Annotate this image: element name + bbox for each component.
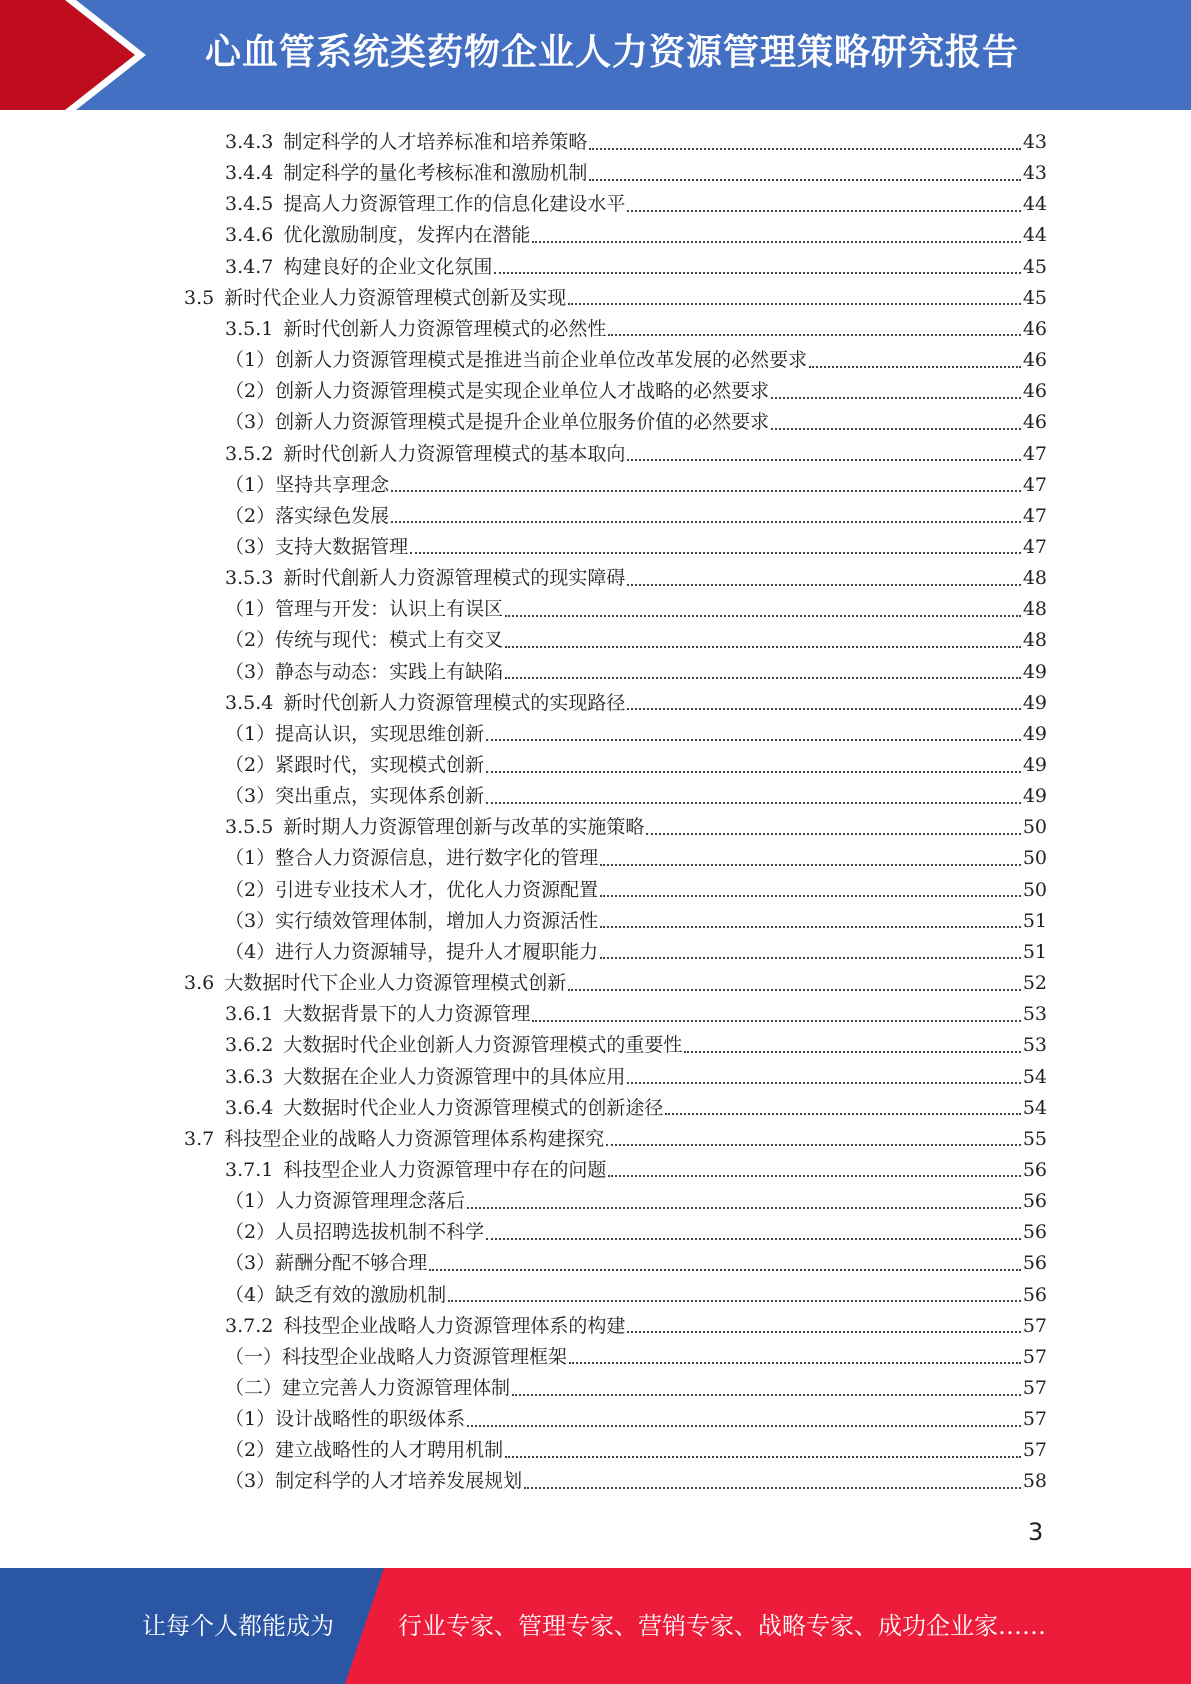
toc-entry-number: 3.7.1 (225, 1158, 274, 1181)
toc-entry-page: 49 (1022, 785, 1047, 808)
toc-entry-page: 54 (1022, 1096, 1047, 1119)
toc-entry-number: 3.7.2 (225, 1314, 274, 1337)
toc-entry[interactable] (225, 625, 1047, 656)
toc-entry[interactable] (225, 501, 1047, 532)
toc-entry-label: （3）实行绩效管理体制，增加人力资源活性 (225, 909, 599, 932)
toc-dot-leader (505, 677, 1021, 679)
toc-dot-leader (429, 1269, 1021, 1271)
toc-dot-leader (600, 895, 1021, 897)
toc-entry[interactable] (225, 1186, 1047, 1217)
toc-entry-label: 大数据在企业人力资源管理中的具体应用 (283, 1065, 626, 1088)
toc-entry-label: （3）创新人力资源管理模式是提升企业单位服务价值的必然要求 (225, 411, 770, 434)
toc-entry[interactable] (225, 314, 1047, 345)
toc-entry[interactable] (225, 750, 1047, 781)
toc-dot-leader (589, 148, 1020, 150)
page-header (0, 0, 1191, 110)
toc-entry-label: （1）整合人力资源信息，进行数字化的管理 (225, 847, 599, 870)
toc-entry[interactable] (225, 1466, 1047, 1497)
toc-entry-page: 46 (1022, 380, 1047, 403)
toc-entry[interactable] (225, 875, 1047, 906)
toc-dot-leader (627, 1331, 1020, 1333)
toc-entry-label: 新时代创新人力资源管理模式的必然性 (283, 317, 607, 340)
toc-entry-page: 57 (1022, 1439, 1047, 1462)
toc-entry[interactable] (225, 1280, 1047, 1311)
toc-dot-leader (532, 1020, 1020, 1022)
toc-entry-label: 制定科学的量化考核标准和激励机制 (283, 162, 588, 185)
toc-entry[interactable] (225, 937, 1047, 968)
toc-entry-page: 50 (1022, 816, 1047, 839)
toc-entry[interactable] (225, 470, 1047, 501)
toc-dot-leader (410, 552, 1021, 554)
toc-entry-number: 3.5.2 (225, 442, 274, 465)
toc-dot-leader (600, 864, 1021, 866)
toc-entry-number: 3.6.3 (225, 1065, 274, 1088)
toc-dot-leader (809, 366, 1021, 368)
toc-entry-label: 新时代創新人力资源管理模式的现实障碍 (283, 567, 626, 590)
toc-entry-page: 51 (1022, 940, 1047, 963)
toc-entry-label: 提高人力资源管理工作的信息化建设水平 (283, 193, 626, 216)
toc-entry[interactable] (225, 1030, 1047, 1061)
toc-dot-leader (608, 334, 1020, 336)
toc-entry-label: （2）创新人力资源管理模式是实现企业单位人才战略的必然要求 (225, 380, 770, 403)
toc-entry-label: 构建良好的企业文化氛围 (283, 255, 493, 278)
footer-slogan-left: 让每个人都能成为 (142, 1612, 334, 1640)
toc-entry-page: 52 (1022, 972, 1047, 995)
toc-dot-leader (486, 771, 1021, 773)
toc-entry-number: 3.5.5 (225, 816, 274, 839)
toc-entry-page: 51 (1022, 909, 1047, 932)
toc-entry[interactable] (225, 1311, 1047, 1342)
toc-entry-label: （3）支持大数据管理 (225, 535, 409, 558)
toc-entry-number: 3.5.4 (225, 691, 274, 714)
toc-dot-leader (532, 241, 1020, 243)
toc-entry[interactable] (225, 376, 1047, 407)
toc-entry-label: （3）静态与动态：实践上有缺陷 (225, 660, 504, 683)
toc-dot-leader (627, 210, 1020, 212)
toc-dot-leader (486, 1238, 1021, 1240)
toc-dot-leader (627, 459, 1020, 461)
toc-entry-page: 56 (1022, 1283, 1047, 1306)
toc-entry-page: 48 (1022, 598, 1047, 621)
toc-entry-label: （3）薪酬分配不够合理 (225, 1252, 428, 1275)
toc-entry-page: 49 (1022, 691, 1047, 714)
toc-dot-leader (512, 1394, 1021, 1396)
toc-entry-number: 3.7 (184, 1127, 215, 1150)
toc-entry[interactable] (225, 906, 1047, 937)
toc-dot-leader (627, 708, 1020, 710)
toc-entry-label: （1）人力资源管理理念落后 (225, 1190, 466, 1213)
toc-dot-leader (391, 521, 1021, 523)
toc-dot-leader (569, 1362, 1021, 1364)
toc-entry-label: 大数据背景下的人力资源管理 (283, 1003, 531, 1026)
toc-entry-label: （2）落实绿色发展 (225, 504, 390, 527)
toc-entry-label: 科技型企业战略人力资源管理体系的构建 (283, 1314, 626, 1337)
toc-dot-leader (627, 1082, 1020, 1084)
toc-dot-leader (646, 833, 1020, 835)
toc-dot-leader (467, 1207, 1021, 1209)
toc-entry-page: 43 (1022, 131, 1047, 153)
toc-entry-page: 57 (1022, 1314, 1047, 1337)
toc-entry-number: 3.6 (184, 972, 215, 995)
toc-entry-page: 56 (1022, 1158, 1047, 1181)
toc-entry-page: 50 (1022, 847, 1047, 870)
toc-entry-number: 3.4.3 (225, 131, 274, 153)
toc-entry[interactable] (225, 127, 1047, 158)
report-title: 心血管系统类药物企业人力资源管理策略研究报告 (205, 32, 1020, 73)
toc-dot-leader (486, 802, 1021, 804)
toc-entry-page: 44 (1022, 193, 1047, 216)
toc-dot-leader (505, 615, 1021, 617)
toc-entry-page: 49 (1022, 660, 1047, 683)
toc-entry[interactable] (225, 1404, 1047, 1435)
toc-entry-page: 43 (1022, 162, 1047, 185)
toc-entry-page: 47 (1022, 473, 1047, 496)
toc-entry-number: 3.4.6 (225, 224, 274, 247)
toc-entry-number: 3.6.4 (225, 1096, 274, 1119)
toc-entry-page: 53 (1022, 1003, 1047, 1026)
toc-entry-label: 优化激励制度，发挥内在潜能 (283, 224, 531, 247)
toc-entry-label: （2）传统与现代：模式上有交叉 (225, 629, 504, 652)
toc-entry-page: 58 (1022, 1470, 1047, 1493)
toc-dot-leader (568, 989, 1021, 991)
toc-entry[interactable] (225, 719, 1047, 750)
toc-entry-label: 新时代企业人力资源管理模式创新及实现 (224, 286, 567, 309)
toc-entry[interactable] (225, 594, 1047, 625)
toc-dot-leader (486, 739, 1021, 741)
toc-entry-page: 49 (1022, 754, 1047, 776)
toc-entry-number: 3.6.2 (225, 1034, 274, 1057)
toc-dot-leader (627, 584, 1020, 586)
toc-entry-label: （3）突出重点，实现体系创新 (225, 785, 485, 808)
toc-dot-leader (467, 1425, 1021, 1427)
toc-entry-label: （1）坚持共享理念 (225, 473, 390, 496)
toc-entry-number: 3.4.7 (225, 255, 274, 278)
toc-entry-label: （1）创新人力资源管理模式是推进当前企业单位改革发展的必然要求 (225, 349, 808, 372)
toc-entry-label: （2）引进专业技术人才，优化人力资源配置 (225, 878, 599, 901)
toc-dot-leader (589, 179, 1020, 181)
toc-entry-label: （4）进行人力资源辅导，提升人才履职能力 (225, 940, 599, 963)
footer-slogan-right: 行业专家、管理专家、营销专家、战略专家、成功企业家…… (398, 1612, 1046, 1640)
toc-entry-page: 54 (1022, 1065, 1047, 1088)
toc-entry-page: 46 (1022, 349, 1047, 372)
toc-entry-page: 57 (1022, 1408, 1047, 1431)
page-number: 3 (1028, 1518, 1044, 1546)
toc-dot-leader (391, 490, 1021, 492)
toc-dot-leader (448, 1300, 1021, 1302)
toc-entry-label: （2）建立战略性的人才聘用机制 (225, 1439, 504, 1462)
toc-entry[interactable] (225, 657, 1047, 688)
toc-entry[interactable] (184, 1124, 1047, 1155)
toc-dot-leader (606, 1144, 1021, 1146)
toc-entry-label: （2）紧跟时代，实现模式创新 (225, 754, 485, 776)
toc-entry[interactable] (225, 407, 1047, 438)
toc-entry-page: 57 (1022, 1377, 1047, 1399)
toc-dot-leader (771, 397, 1021, 399)
toc-entry-page: 48 (1022, 629, 1047, 652)
toc-entry-page: 45 (1022, 286, 1047, 309)
toc-dot-leader (568, 303, 1021, 305)
toc-entry[interactable] (225, 1155, 1047, 1186)
toc-entry-page: 56 (1022, 1252, 1047, 1275)
toc-entry-label: 新时代创新人力资源管理模式的实现路径 (283, 691, 626, 714)
toc-dot-leader (665, 1113, 1020, 1115)
toc-entry-number: 3.5.1 (225, 317, 274, 340)
toc-entry[interactable] (225, 688, 1047, 719)
toc-entry-label: （一）科技型企业战略人力资源管理框架 (225, 1345, 568, 1368)
toc-entry[interactable] (184, 283, 1047, 314)
toc-dot-leader (771, 428, 1021, 430)
toc-entry-label: 制定科学的人才培养标准和培养策略 (283, 131, 588, 153)
toc-dot-leader (524, 1487, 1021, 1489)
toc-entry-number: 3.5 (184, 286, 215, 309)
toc-entry-label: （4）缺乏有效的激励机制 (225, 1283, 447, 1306)
toc-entry[interactable] (225, 1373, 1047, 1404)
toc-entry[interactable] (225, 1062, 1047, 1093)
toc-entry-number: 3.4.5 (225, 193, 274, 216)
toc-dot-leader (600, 926, 1021, 928)
toc-dot-leader (608, 1175, 1020, 1177)
toc-entry-label: （1）提高认识，实现思维创新 (225, 722, 485, 745)
toc-entry-page: 45 (1022, 255, 1047, 278)
toc-entry-page: 46 (1022, 317, 1047, 340)
toc-entry[interactable] (225, 189, 1047, 220)
toc-entry[interactable] (225, 1093, 1047, 1124)
toc-entry[interactable] (225, 439, 1047, 470)
toc-entry[interactable] (225, 999, 1047, 1030)
toc-dot-leader (494, 272, 1020, 274)
toc-entry[interactable] (225, 1342, 1047, 1373)
toc-entry-number: 3.5.3 (225, 567, 274, 590)
toc-entry-label: （3）制定科学的人才培养发展规划 (225, 1470, 523, 1493)
toc-entry[interactable] (225, 1248, 1047, 1279)
toc-entry[interactable] (225, 563, 1047, 594)
toc-entry-label: 大数据时代企业人力资源管理模式的创新途径 (283, 1096, 664, 1119)
toc-entry[interactable] (225, 781, 1047, 812)
toc-dot-leader (684, 1051, 1020, 1053)
toc-entry-page: 48 (1022, 567, 1047, 590)
toc-entry-page: 49 (1022, 722, 1047, 745)
toc-entry-page: 44 (1022, 224, 1047, 247)
toc-entry-page: 55 (1022, 1127, 1047, 1150)
toc-entry-page: 47 (1022, 442, 1047, 465)
toc-entry-label: （2）人员招聘选拔机制不科学 (225, 1221, 485, 1244)
toc-entry-label: 大数据时代企业创新人力资源管理模式的重要性 (283, 1034, 683, 1057)
toc-entry-page: 56 (1022, 1190, 1047, 1213)
toc-entry-page: 57 (1022, 1345, 1047, 1368)
toc-entry-page: 53 (1022, 1034, 1047, 1057)
toc-entry-label: 新时期人力资源管理创新与改革的实施策略 (283, 816, 645, 839)
toc-entry-page: 50 (1022, 878, 1047, 901)
toc-entry-label: 科技型企业的战略人力资源管理体系构建探究 (224, 1127, 605, 1150)
toc-entry[interactable] (184, 968, 1047, 999)
toc-entry-label: 大数据时代下企业人力资源管理模式创新 (224, 972, 567, 995)
page-footer (0, 1568, 1191, 1684)
toc-entry-label: （1）管理与开发：认识上有误区 (225, 598, 504, 621)
toc-entry[interactable] (225, 1217, 1047, 1248)
toc-entry-label: （1）设计战略性的职级体系 (225, 1408, 466, 1431)
toc-entry-label: （二）建立完善人力资源管理体制 (225, 1377, 511, 1399)
toc-entry-page: 47 (1022, 504, 1047, 527)
toc-entry[interactable] (225, 532, 1047, 563)
toc-entry[interactable] (225, 158, 1047, 189)
toc-entry-page: 47 (1022, 535, 1047, 558)
toc-dot-leader (505, 646, 1021, 648)
toc-entry-page: 56 (1022, 1221, 1047, 1244)
toc-dot-leader (600, 957, 1021, 959)
toc-entry[interactable] (225, 345, 1047, 376)
header-arrow-decoration (0, 0, 150, 110)
toc-entry-page: 46 (1022, 411, 1047, 434)
toc-entry[interactable] (225, 220, 1047, 251)
toc-entry[interactable] (225, 252, 1047, 283)
toc-entry[interactable] (225, 1435, 1047, 1466)
toc-entry-number: 3.4.4 (225, 162, 274, 185)
toc-dot-leader (505, 1456, 1021, 1458)
toc-entry[interactable] (225, 843, 1047, 874)
toc-entry-number: 3.6.1 (225, 1003, 274, 1026)
toc-entry-label: 新时代创新人力资源管理模式的基本取向 (283, 442, 626, 465)
toc-entry[interactable] (225, 812, 1047, 843)
toc-entry-label: 科技型企业人力资源管理中存在的问题 (283, 1158, 607, 1181)
